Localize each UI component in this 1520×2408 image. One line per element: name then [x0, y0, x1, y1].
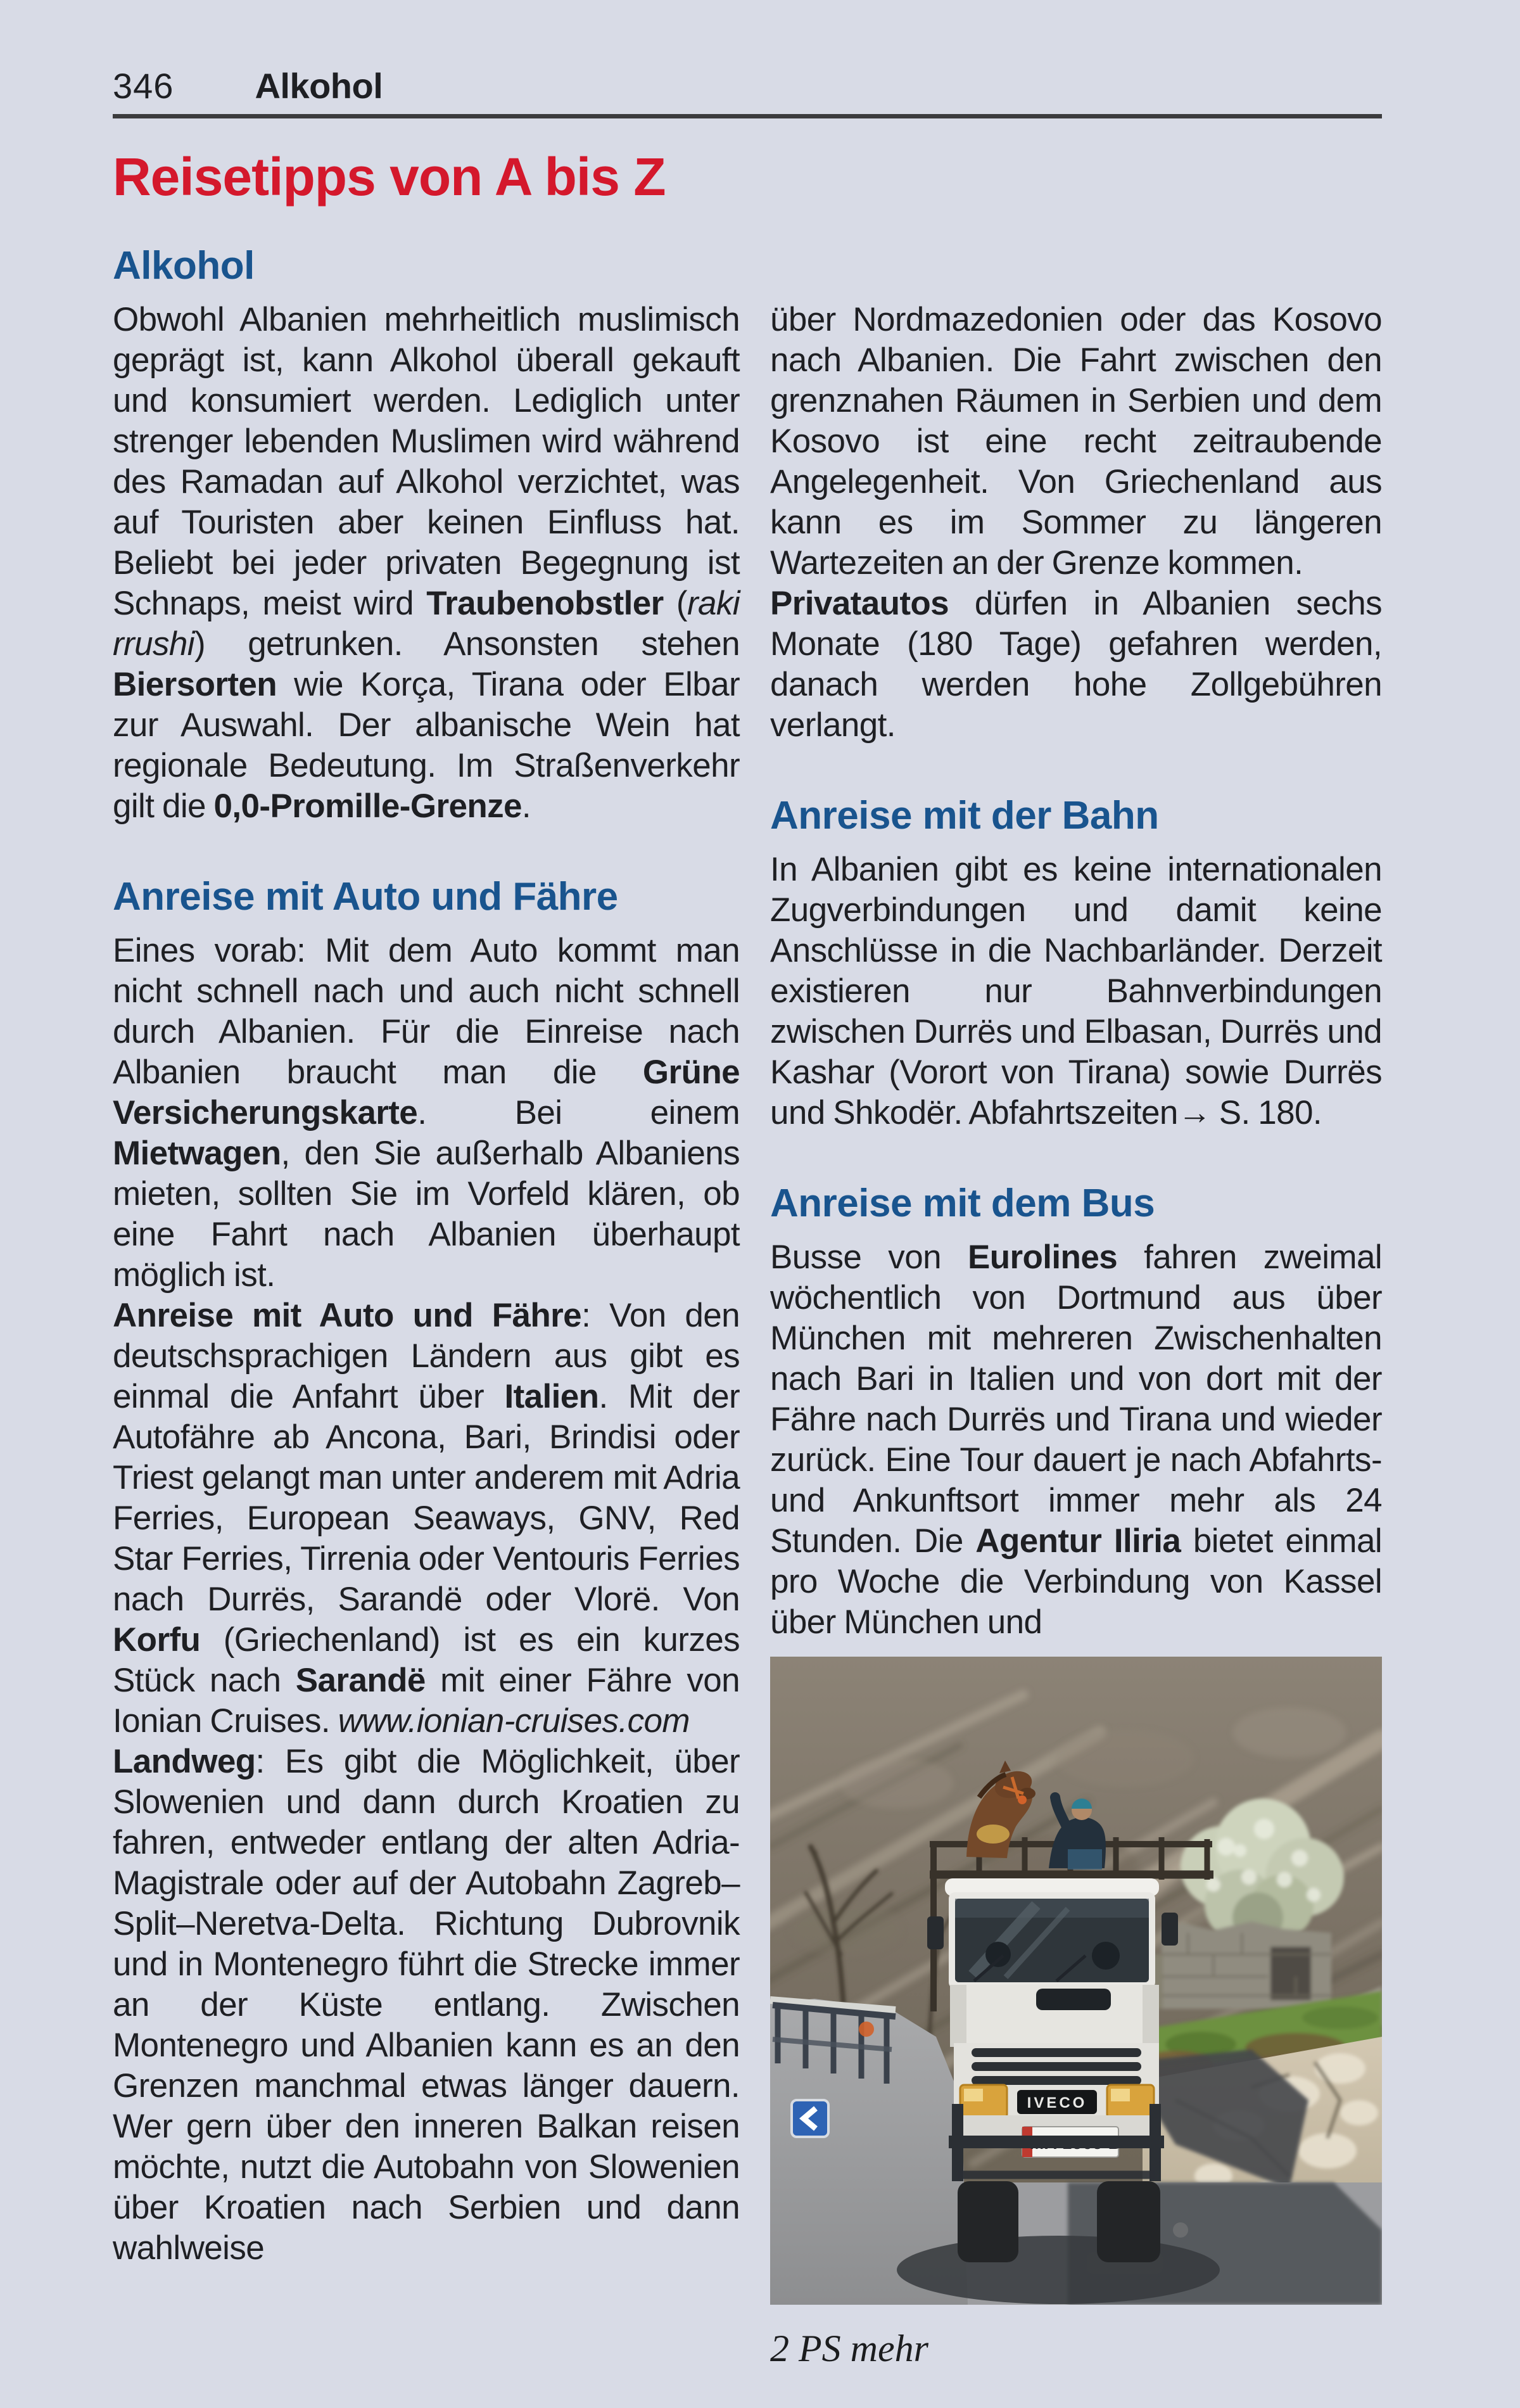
- body-text: Obwohl Albanien mehrheitlich muslimisch geprägt ist, kann Alkohol überall gekauft und konsumiert werden. Lediglich unter strenger lebenden Muslimen wird während des Ramadan auf Alkohol verzichtet, was auf Touristen aber keinen Einfluss hat. Beliebt bei jeder privaten Begegnung ist Schnaps, meist wird: [113, 301, 740, 623]
- orange-marker: [859, 2022, 874, 2037]
- left-column: [113, 243, 740, 2371]
- bold-text: Anreise mit Auto und Fähre: [113, 1297, 582, 1335]
- two-column-layout: [113, 243, 1382, 2371]
- body-text: über Nordmazedonien oder das Kosovo nach Albanien. Die Fahrt zwischen den grenznahen Räumen in Serbien und dem Kosovo ist eine recht zeitraubende Angelegenheit. Von Griechenland aus kann es im Sommer zu längeren Wartezeiten an der Grenze kommen.: [770, 301, 1382, 582]
- italic-text: raki rrushi: [113, 585, 740, 663]
- body-text: Busse von: [770, 1239, 968, 1277]
- paragraph: [113, 1296, 740, 1742]
- paragraph: [770, 300, 1382, 583]
- license-plate-text: MA 1565 B: [1029, 2134, 1122, 2153]
- paragraph: [113, 300, 740, 827]
- paragraph: [113, 931, 740, 1296]
- bold-text: Eurolines: [967, 1239, 1118, 1277]
- section-heading: Anreise mit Auto und Fähre: [113, 875, 618, 919]
- page-header: [113, 0, 1382, 106]
- body-text: .: [521, 787, 531, 825]
- body-text: mit einer Fähre von Ionian Cruises.: [113, 1662, 740, 1740]
- section-heading: Anreise mit der Bahn: [770, 794, 1159, 838]
- header-rule: [113, 114, 1382, 118]
- body-text: In Albanien gibt es keine internationalen Zugverbindungen und damit keine Anschlüsse in die Nachbarländer. Derzeit existieren nur Bahnverbindungen zwischen Durrës und Elbasan, Durrës und Kashar (Vorort von Tirana) sowie Durrës und Shkodër. Abfahrtszeiten→ S. 180.: [770, 851, 1382, 1132]
- photo-illustration: [770, 1657, 1382, 2305]
- paragraph: [770, 850, 1382, 1133]
- body-text: (: [663, 585, 687, 623]
- page-title: Reisetipps von A bis Z: [113, 147, 666, 207]
- body-text: wie Korça, Tirana oder Elbar zur Auswahl. Der albanische Wein hat regionale Bedeutung. Im Straßenverkehr gilt die: [113, 666, 740, 825]
- right-column-text: [770, 243, 1382, 1643]
- bold-text: Italien: [504, 1378, 599, 1416]
- section-heading: Anreise mit dem Bus: [770, 1182, 1155, 1226]
- bold-text: 0,0-Promille-Grenze: [213, 787, 522, 825]
- bold-text: Sarandë: [295, 1662, 426, 1700]
- bold-text: Landweg: [113, 1743, 256, 1781]
- body-text: : Von den deutschsprachigen Ländern aus gibt es einmal die Anfahrt über: [113, 1297, 740, 1416]
- body-text: bietet einmal pro Woche die Verbindung von Kassel über München und: [770, 1522, 1383, 1641]
- body-text: : Es gibt die Möglichkeit, über Slowenien und dann durch Kroatien zu fahren, entweder entlang der alten Adria-Magistrale oder auf der Autobahn Zagreb–Split–Neretva-Delta. Richtung Dubrovnik und in Montenegro führt die Strecke immer an der Küste entlang. Zwischen Montenegro und Albanien kann es an den Grenzen manchmal etwas länger dauern. Wer gern über den inneren Balkan reisen möchte, nutzt die Autobahn von Slowenien über Kroatien nach Serbien und dann wahlweise: [113, 1743, 740, 2267]
- body-text: , den Sie außerhalb Albaniens mieten, sollten Sie im Vorfeld klären, ob eine Fahrt nach Albanien überhaupt möglich ist.: [113, 1135, 740, 1294]
- body-text: . Mit der Autofähre ab Ancona, Bari, Brindisi oder Triest gelangt man unter anderem mit Adria Ferries, European Seaways, GNV, Red Star Ferries, Tirrenia oder Ventouris Ferries nach Durrës, Sarandë oder Vlorë. Von: [113, 1378, 740, 1619]
- body-text: dürfen in Albanien sechs Monate (180 Tage) gefahren werden, danach werden hohe Zollgebühren verlangt.: [770, 585, 1382, 744]
- paragraph: [770, 583, 1382, 746]
- bold-text: Traubenobstler: [426, 585, 664, 623]
- header-section-label: Alkohol: [255, 66, 383, 106]
- italic-text: www.ionian-cruises.com: [338, 1702, 690, 1740]
- body-text: Eines vorab: Mit dem Auto kommt man nicht schnell nach und auch nicht schnell durch Albanien. Für die Einreise nach Albanien braucht man die: [113, 932, 740, 1092]
- page-number: 346: [113, 66, 174, 106]
- body-text: fahren zweimal wöchentlich von Dortmund aus über München mit mehreren Zwischenhalten nach Bari in Italien und von dort mit der Fähre nach Durrës und Tirana und wieder zurück. Eine Tour dauert je nach Abfahrts- und Ankunftsort immer mehr als 24 Stunden. Die: [770, 1239, 1382, 1560]
- body-text: . Bei einem: [417, 1094, 740, 1132]
- paragraph: [770, 1237, 1382, 1643]
- body-text: ) getrunken. Ansonsten stehen: [194, 625, 740, 663]
- truck-brand-text: IVECO: [1027, 2094, 1087, 2112]
- left-column-text: [113, 243, 740, 2269]
- photo-caption: 2 PS mehr: [770, 2328, 928, 2370]
- body-text: (Griechenland) ist es ein kurzes Stück nach: [113, 1621, 740, 1700]
- bold-text: Privatautos: [770, 585, 949, 623]
- bold-text: Mietwagen: [113, 1135, 281, 1173]
- bold-text: Korfu: [113, 1621, 201, 1659]
- bold-text: Agentur Iliria: [975, 1522, 1181, 1560]
- section-heading: Alkohol: [113, 244, 255, 288]
- paragraph: [113, 1742, 740, 2269]
- bold-text: Biersorten: [113, 666, 277, 704]
- photo-truck-horse: [770, 1657, 1382, 2305]
- book-page: [113, 0, 1382, 2371]
- right-column: [770, 243, 1382, 2371]
- road-sign: [792, 2100, 828, 2137]
- bold-text: Grüne Versicherungskarte: [113, 1054, 740, 1132]
